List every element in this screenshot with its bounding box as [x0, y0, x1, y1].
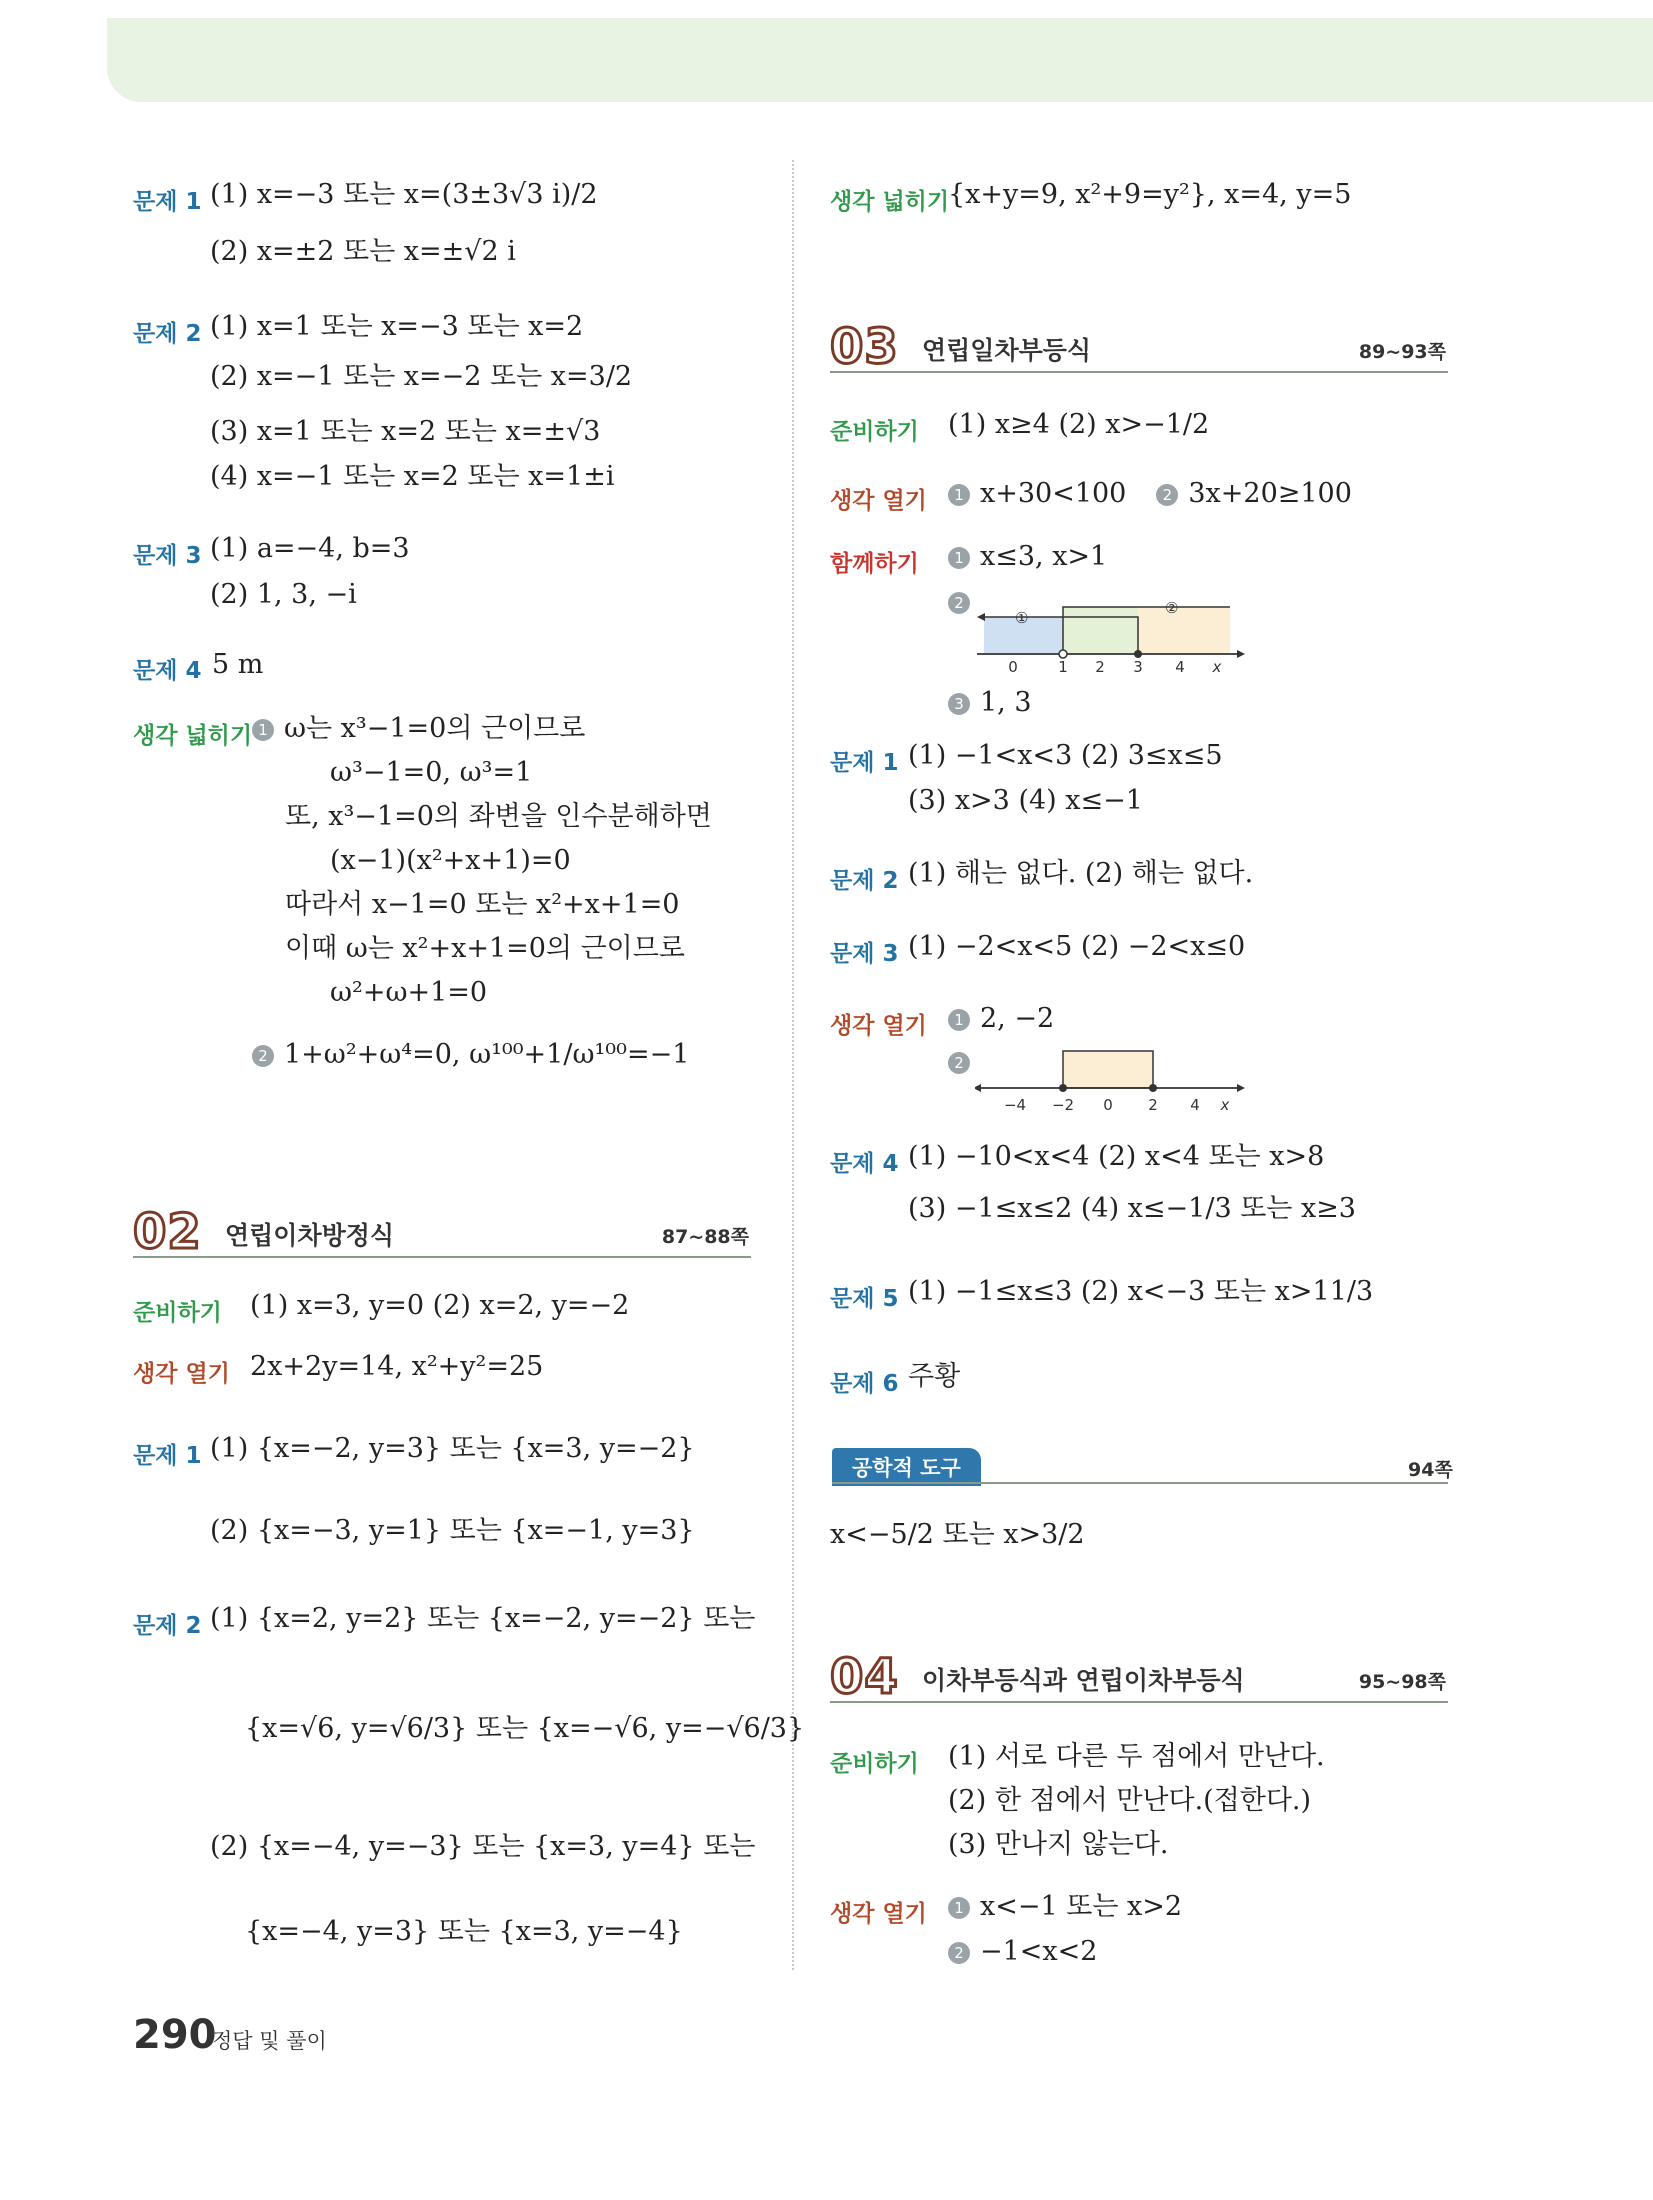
section-04-header [830, 1649, 1448, 1705]
mark-1: ① [1015, 609, 1029, 627]
label-r-prep2: 준비하기 [830, 1751, 919, 1777]
open-line1: 2x+2y=14, x²+y²=25 [250, 1351, 544, 1382]
r-q4-line1: (1) −10<x<4 (2) x<4 또는 x>8 [908, 1141, 1325, 1172]
p1-line2: (2) {x=−3, y=1} 또는 {x=−1, y=3} [210, 1515, 695, 1546]
region-2 [1138, 607, 1230, 654]
circle-number-icon: 1 [948, 484, 970, 506]
arrow-right-icon [1237, 650, 1245, 658]
label-r-prep: 준비하기 [830, 419, 919, 445]
think-line2: ω³−1=0, ω³=1 [330, 757, 533, 788]
together-line1 [948, 540, 1107, 574]
q2-line4: (4) x=−1 또는 x=2 또는 x=1±i [210, 461, 615, 492]
circle-number-icon: 3 [948, 693, 970, 715]
together-line3 [948, 686, 1032, 720]
think-line7: ω²+ω+1=0 [330, 977, 488, 1008]
q2-line2: (2) x=−1 또는 x=−2 또는 x=3/2 [210, 361, 633, 392]
r-open-a: x+30<100 [980, 478, 1127, 509]
prep-line1: (1) x=3, y=0 (2) x=2, y=−2 [250, 1290, 630, 1321]
number-line-open [975, 1045, 1245, 1117]
p2-line2: {x=√6, y=√6/3} 또는 {x=−√6, y=−√6/3} [245, 1713, 805, 1744]
think-line6: 이때 ω는 x²+x+1=0의 근이므로 [285, 933, 685, 964]
r-open3-b: −1<x<2 [980, 1936, 1098, 1967]
tick-label: 0 [1103, 1096, 1113, 1114]
closed-point [1134, 650, 1142, 658]
label-r-open2: 생각 열기 [830, 1013, 927, 1039]
page-number: 290 [133, 2012, 217, 2058]
section-number: 03 [830, 319, 899, 375]
think-text8: 1+ω²+ω⁴=0, ω¹⁰⁰+1/ω¹⁰⁰=−1 [284, 1039, 690, 1070]
q4-line1: 5 m [212, 649, 264, 680]
section-02-header [133, 1204, 751, 1260]
tick-label: −4 [1003, 1096, 1027, 1114]
mark-2: ② [1165, 599, 1179, 617]
page-label: 정답 및 풀이 [212, 2029, 327, 2053]
r-open2-a: 2, −2 [980, 1003, 1055, 1034]
think-line5: 따라서 x−1=0 또는 x²+x+1=0 [285, 889, 680, 920]
q2-line3: (3) x=1 또는 x=2 또는 x=±√3 [210, 416, 601, 447]
think-line8 [252, 1038, 689, 1072]
p1-line1: (1) {x=−2, y=3} 또는 {x=3, y=−2} [210, 1433, 695, 1464]
section-pages: 87~88쪽 [661, 1226, 749, 1248]
tick-label: 2 [1148, 1096, 1158, 1114]
q3-line2: (2) 1, 3, −i [210, 579, 357, 610]
r-prep-line1: (1) x≥4 (2) x>−1/2 [948, 409, 1210, 440]
p2-line3: (2) {x=−4, y=−3} 또는 {x=3, y=4} 또는 [210, 1831, 756, 1862]
header-band [107, 18, 1653, 102]
circle-number-icon: 1 [948, 1897, 970, 1919]
closed-point [1149, 1084, 1157, 1092]
r-open-b: 3x+20≥100 [1188, 478, 1352, 509]
r-open-line1 [948, 477, 1352, 511]
q1-line2: (2) x=±2 또는 x=±√2 i [210, 236, 516, 267]
r-prep2-line2: (2) 한 점에서 만난다.(접한다.) [948, 1785, 1312, 1816]
section-number: 04 [830, 1649, 899, 1705]
together-a: x≤3, x>1 [980, 541, 1108, 572]
number-line-together [975, 592, 1245, 674]
solution-region [1063, 1051, 1153, 1088]
label-r-open: 생각 열기 [830, 488, 927, 514]
tool-badge: 공학적 도구 [832, 1448, 981, 1486]
arrow-left-icon [977, 613, 985, 621]
section-number: 02 [133, 1204, 202, 1260]
q1-line1: (1) x=−3 또는 x=(3±3√3 i)/2 [210, 179, 598, 210]
label-q1: 문제 1 [133, 189, 202, 215]
p2-line4: {x=−4, y=3} 또는 {x=3, y=−4} [245, 1916, 683, 1947]
r-q5-line1: (1) −1≤x≤3 (2) x<−3 또는 x>11/3 [908, 1276, 1374, 1307]
label-r-q6: 문제 6 [830, 1371, 899, 1397]
r-open2-line1 [948, 1002, 1054, 1036]
label-r-q4: 문제 4 [830, 1151, 899, 1177]
circle-number-icon: 1 [948, 1009, 970, 1031]
q3-line1: (1) a=−4, b=3 [210, 533, 410, 564]
r-open3-line2 [948, 1935, 1097, 1969]
section-title: 연립일차부등식 [922, 336, 1092, 365]
circle-number-icon: 2 [252, 1045, 274, 1067]
closed-point [1059, 1084, 1067, 1092]
r-prep2-line1: (1) 서로 다른 두 점에서 만난다. [948, 1741, 1325, 1772]
circle-number-icon: 1 [252, 719, 274, 741]
circle-number-icon: 2 [948, 1052, 970, 1074]
label-q2: 문제 2 [133, 321, 202, 347]
label-q4: 문제 4 [133, 658, 202, 684]
q2-line1: (1) x=1 또는 x=−3 또는 x=2 [210, 311, 584, 342]
section-pages: 89~93쪽 [1358, 341, 1446, 363]
tick-label: 4 [1190, 1096, 1200, 1114]
label-p1: 문제 1 [133, 1443, 202, 1469]
tick-label: 1 [1058, 658, 1068, 674]
label-q3: 문제 3 [133, 543, 202, 569]
open-point [1059, 650, 1067, 658]
label-think: 생각 넓히기 [133, 723, 253, 749]
r-open3-line1 [948, 1890, 1182, 1924]
circle-number-icon: 1 [948, 547, 970, 569]
label-prep: 준비하기 [133, 1300, 222, 1326]
r-think-line1: {x+y=9, x²+9=y²}, x=4, y=5 [948, 179, 1352, 210]
together-b: 1, 3 [980, 687, 1032, 718]
circle-number-icon: 2 [948, 1942, 970, 1964]
tool-line1: x<−5/2 또는 x>3/2 [830, 1519, 1085, 1550]
think-line3: 또, x³−1=0의 좌변을 인수분해하면 [285, 801, 712, 832]
think-text1: ω는 x³−1=0의 근이므로 [284, 713, 586, 744]
section-title: 이차부등식과 연립이차부등식 [922, 1666, 1245, 1695]
label-r-q3: 문제 3 [830, 941, 899, 967]
tick-label: 3 [1133, 658, 1143, 674]
label-r-q2: 문제 2 [830, 868, 899, 894]
label-r-open3: 생각 열기 [830, 1901, 927, 1927]
tick-label: 4 [1175, 658, 1185, 674]
section-title: 연립이차방정식 [225, 1221, 395, 1250]
r-q4-line2: (3) −1≤x≤2 (4) x≤−1/3 또는 x≥3 [908, 1193, 1356, 1224]
r-q2-line1: (1) 해는 없다. (2) 해는 없다. [908, 858, 1254, 889]
p2-line1: (1) {x=2, y=2} 또는 {x=−2, y=−2} 또는 [210, 1603, 756, 1634]
label-r-q1: 문제 1 [830, 750, 899, 776]
section-03-header [830, 319, 1448, 375]
label-open: 생각 열기 [133, 1361, 230, 1387]
circle-number-icon: 2 [1156, 484, 1178, 506]
think-line1 [252, 712, 585, 746]
r-q1-line2: (3) x>3 (4) x≤−1 [908, 785, 1143, 816]
label-r-q5: 문제 5 [830, 1286, 899, 1312]
tick-label: 0 [1008, 658, 1018, 674]
label-p2: 문제 2 [133, 1613, 202, 1639]
circle-number-icon: 2 [948, 592, 970, 614]
region-overlap [1063, 607, 1138, 654]
r-q6-line1: 주황 [908, 1361, 961, 1392]
tick-label: 2 [1095, 658, 1105, 674]
column-divider [792, 160, 794, 1970]
r-prep2-line3: (3) 만나지 않는다. [948, 1829, 1169, 1860]
arrow-right-icon [1237, 1084, 1245, 1092]
tool-rule [832, 1482, 1448, 1484]
section-pages: 95~98쪽 [1358, 1671, 1446, 1693]
r-open3-a: x<−1 또는 x>2 [980, 1891, 1183, 1922]
axis-var: x [1220, 1096, 1230, 1114]
think-line4: (x−1)(x²+x+1)=0 [330, 845, 571, 876]
r-q1-line1: (1) −1<x<3 (2) 3≤x≤5 [908, 740, 1223, 771]
label-together: 함께하기 [830, 551, 919, 577]
tick-label: −2 [1051, 1096, 1075, 1114]
tool-pages: 94쪽 [1408, 1459, 1453, 1481]
axis-var: x [1212, 658, 1222, 674]
label-r-think: 생각 넓히기 [830, 189, 950, 215]
r-q3-line1: (1) −2<x<5 (2) −2<x≤0 [908, 931, 1246, 962]
arrow-left-icon [975, 1084, 981, 1092]
